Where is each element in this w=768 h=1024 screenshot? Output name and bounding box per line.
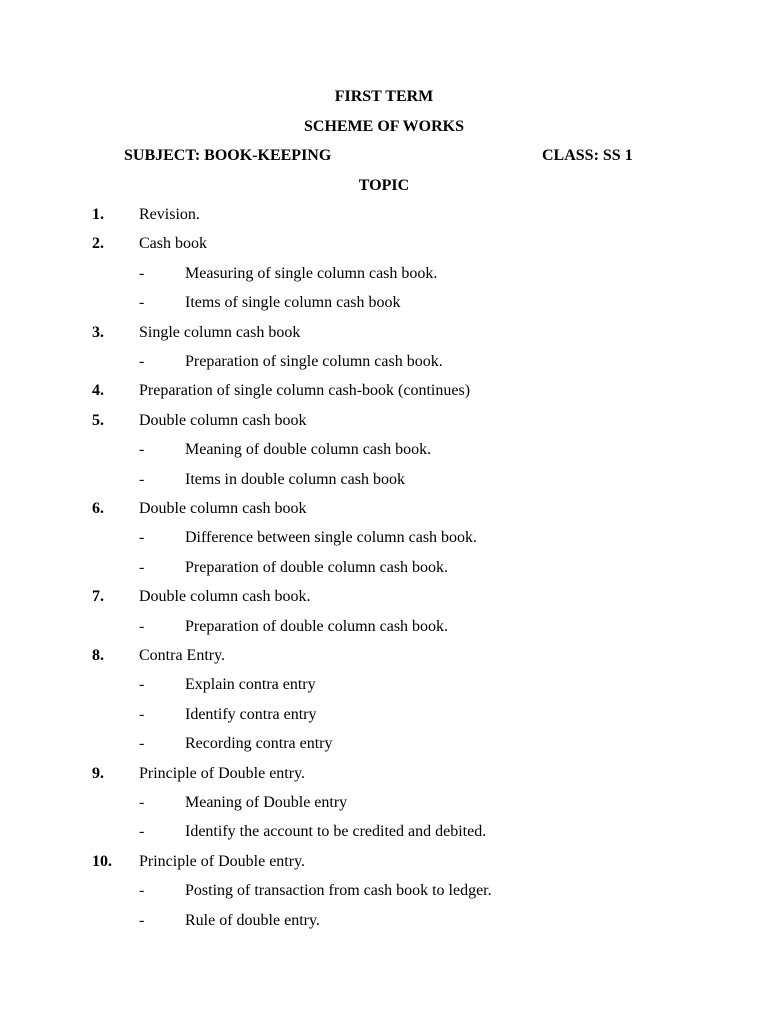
subtopic-bullet: - bbox=[139, 735, 145, 753]
topic-number: 4. bbox=[92, 382, 104, 400]
subtopic-item bbox=[0, 470, 768, 490]
subtopic-item bbox=[0, 264, 768, 284]
topic-item bbox=[0, 852, 768, 872]
subject-class-row bbox=[0, 146, 768, 166]
topic-number: 2. bbox=[92, 235, 104, 253]
subtopic-text: Measuring of single column cash book. bbox=[185, 264, 438, 282]
topic-number: 6. bbox=[92, 500, 104, 517]
subtopic-item bbox=[0, 793, 768, 813]
subtopic-item bbox=[0, 558, 768, 578]
subtopic-bullet: - bbox=[139, 823, 145, 841]
subtopic-bullet: - bbox=[139, 353, 145, 370]
subtopic-bullet: - bbox=[139, 470, 145, 488]
topic-heading: TOPIC bbox=[358, 177, 410, 194]
topic-item bbox=[0, 764, 768, 784]
subtopic-bullet: - bbox=[139, 911, 145, 929]
topic-item bbox=[0, 323, 768, 343]
topic-number: 7. bbox=[92, 588, 104, 606]
topic-text: Contra Entry. bbox=[139, 647, 226, 664]
topic-text: Double column cash book. bbox=[139, 588, 311, 606]
subtopic-bullet: - bbox=[139, 794, 145, 811]
subtopic-bullet: - bbox=[139, 617, 145, 635]
term-heading: FIRST TERM bbox=[334, 88, 434, 105]
class-label: CLASS: SS 1 bbox=[542, 147, 633, 164]
topic-number: 8. bbox=[92, 647, 104, 664]
topic-text: Double column cash book bbox=[139, 411, 307, 429]
subtopic-text: Meaning of Double entry bbox=[185, 794, 348, 811]
subtopic-item bbox=[0, 911, 768, 931]
topic-item bbox=[0, 499, 768, 519]
subtopic-text: Identify the account to be credited and debited. bbox=[185, 823, 487, 841]
subtopic-text: Explain contra entry bbox=[185, 676, 316, 694]
topic-item bbox=[0, 381, 768, 401]
subtopic-item bbox=[0, 617, 768, 637]
topic-text: Principle of Double entry. bbox=[139, 852, 306, 870]
topic-item bbox=[0, 646, 768, 666]
topic-number: 5. bbox=[92, 411, 104, 429]
topic-text: Cash book bbox=[139, 235, 207, 253]
subtopic-bullet: - bbox=[139, 676, 145, 694]
subtopic-bullet: - bbox=[139, 705, 145, 723]
topic-text: Preparation of single column cash-book (continues) bbox=[139, 382, 471, 400]
subtopic-text: Preparation of double column cash book. bbox=[185, 617, 449, 635]
topic-number: 9. bbox=[92, 764, 104, 782]
subtopic-item bbox=[0, 528, 768, 548]
topic-item bbox=[0, 234, 768, 254]
topic-number: 10. bbox=[92, 852, 112, 870]
subtopic-item bbox=[0, 881, 768, 901]
topic-text: Revision. bbox=[139, 206, 200, 223]
subtopic-bullet: - bbox=[139, 558, 145, 576]
subtopic-text: Identify contra entry bbox=[185, 705, 317, 723]
topic-text: Double column cash book bbox=[139, 500, 307, 517]
subtopic-item bbox=[0, 675, 768, 695]
subtopic-text: Preparation of single column cash book. bbox=[185, 353, 443, 370]
subtopic-text: Meaning of double column cash book. bbox=[185, 441, 432, 459]
subtopic-item bbox=[0, 440, 768, 460]
topic-number: 3. bbox=[92, 323, 104, 341]
subtopic-bullet: - bbox=[139, 529, 145, 547]
subtopic-item bbox=[0, 293, 768, 313]
subtopic-text: Difference between single column cash book. bbox=[185, 529, 478, 547]
topic-text: Principle of Double entry. bbox=[139, 764, 306, 782]
subtopic-text: Items of single column cash book bbox=[185, 294, 401, 312]
subtopic-text: Items in double column cash book bbox=[185, 470, 405, 488]
subtopic-text: Posting of transaction from cash book to ledger. bbox=[185, 882, 492, 900]
subtopic-item bbox=[0, 822, 768, 842]
subtopic-item bbox=[0, 352, 768, 372]
topic-item bbox=[0, 587, 768, 607]
subtopic-bullet: - bbox=[139, 294, 145, 312]
topic-text: Single column cash book bbox=[139, 323, 301, 341]
subject-label: SUBJECT: BOOK-KEEPING bbox=[124, 147, 332, 164]
topic-item bbox=[0, 411, 768, 431]
topic-number: 1. bbox=[92, 206, 104, 223]
subtopic-text: Recording contra entry bbox=[185, 735, 333, 753]
subtopic-bullet: - bbox=[139, 882, 145, 900]
subtopic-bullet: - bbox=[139, 441, 145, 459]
subtopic-item bbox=[0, 705, 768, 725]
topic-item bbox=[0, 205, 768, 225]
subtopic-bullet: - bbox=[139, 264, 145, 282]
subtopic-text: Rule of double entry. bbox=[185, 911, 320, 929]
subtopic-item bbox=[0, 734, 768, 754]
subtopic-text: Preparation of double column cash book. bbox=[185, 558, 449, 576]
scheme-title: SCHEME OF WORKS bbox=[303, 118, 465, 135]
